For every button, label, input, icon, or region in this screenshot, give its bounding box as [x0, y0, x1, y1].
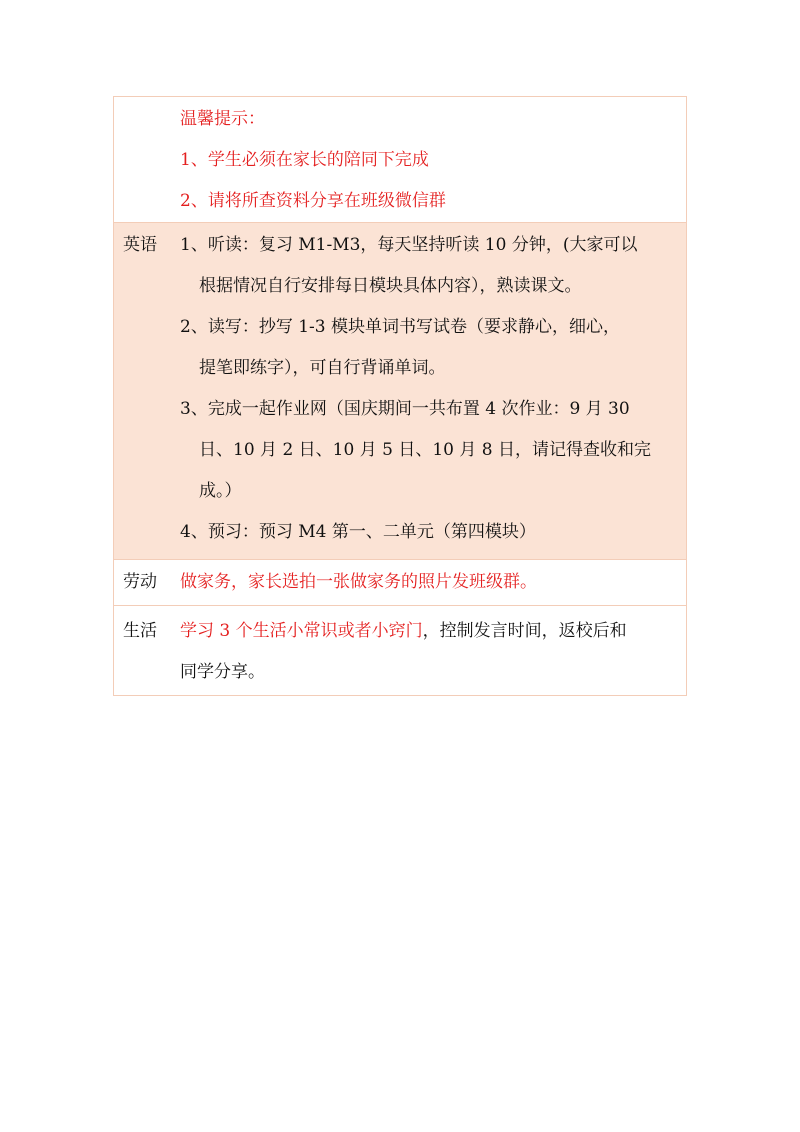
homework-table: [113, 96, 687, 696]
notice-item-2: 2、请将所查资料分享在班级微信群: [180, 191, 446, 211]
labor-content: [180, 562, 686, 605]
notice-title: 温馨提示：: [180, 109, 265, 129]
notice-item-1: 1、学生必须在家长的陪同下完成: [180, 150, 429, 170]
life-line-2: 同学分享。: [180, 662, 265, 682]
notice-content: [180, 99, 686, 222]
english-line-2: 根据情况自行安排每日模块具体内容），熟读课文。: [199, 276, 582, 296]
notice-row: [114, 97, 686, 223]
life-row: [114, 606, 686, 695]
life-text-highlight: 学习 3 个生活小常识或者小窍门: [180, 621, 423, 641]
life-line-1: [180, 611, 676, 652]
english-label: 英语: [123, 235, 157, 255]
life-label: 生活: [123, 621, 157, 641]
life-text-rest: ，控制发言时间，返校后和: [422, 621, 627, 641]
english-line-6: 日、10 月 2 日、10 月 5 日、10 月 8 日，请记得查收和完: [199, 440, 651, 460]
labor-row: [114, 560, 686, 606]
english-line-7: 成。）: [199, 481, 242, 501]
english-line-3: 2、读写：抄写 1-3 模块单词书写试卷（要求静心，细心，: [180, 317, 620, 337]
english-line-8: 4、预习：预习 M4 第一、二单元（第四模块）: [180, 522, 536, 542]
english-line-5: 3、完成一起作业网（国庆期间一共布置 4 次作业：9 月 30: [180, 399, 630, 419]
english-row: [114, 223, 686, 560]
english-content: [180, 225, 686, 559]
english-line-1: 1、听读：复习 M1-M3，每天坚持听读 10 分钟，(大家可以: [180, 235, 638, 255]
labor-text: 做家务，家长选拍一张做家务的照片发班级群。: [180, 572, 537, 592]
life-content: [180, 611, 686, 695]
english-line-4: 提笔即练字），可自行背诵单词。: [199, 358, 446, 378]
notice-label-cell: [114, 99, 180, 222]
labor-label: 劳动: [123, 572, 157, 592]
